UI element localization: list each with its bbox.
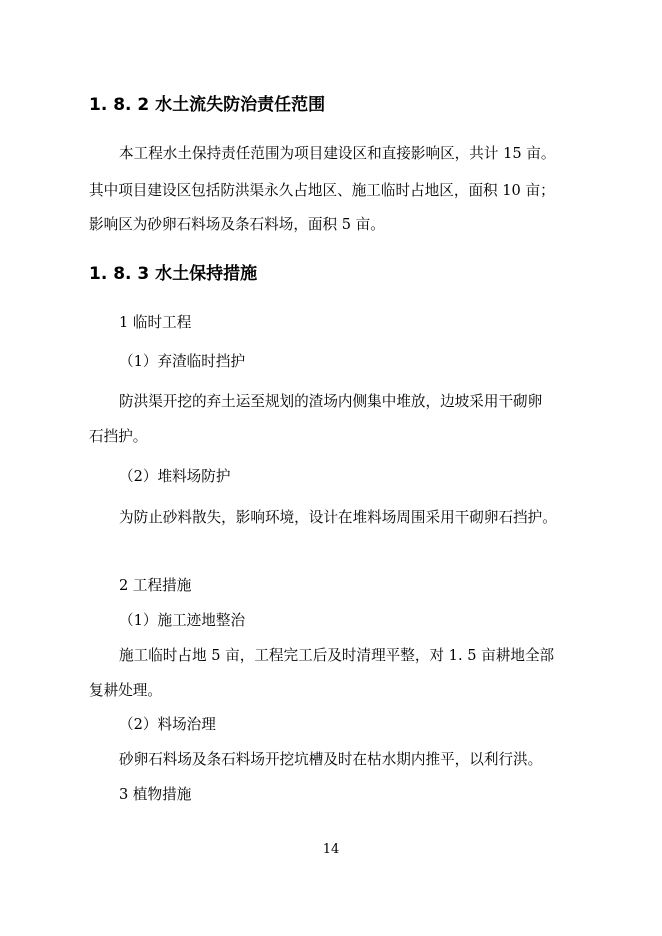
paragraph-line: 石挡护。 [89,428,148,445]
list-item-plant-measures: 3 植物措施 [119,786,192,803]
sub-item-spoil-protection: （1）弃渣临时挡护 [119,353,246,370]
paragraph-line: 施工临时占地 5 亩，工程完工后及时清理平整，对 1. 5 亩耕地全部 [119,647,555,664]
section-heading-1-8-2: 1. 8. 2 水土流失防治责任范围 [89,95,326,115]
paragraph-line: 本工程水土保持责任范围为项目建设区和直接影响区，共计 15 亩。 [119,145,556,162]
list-item-engineering-measures: 2 工程措施 [119,577,192,594]
section-heading-1-8-3: 1. 8. 3 水土保持措施 [89,264,258,284]
page-number: 14 [322,842,340,857]
paragraph-line: 砂卵石料场及条石料场开挖坑槽及时在枯水期内推平，以利行洪。 [119,751,543,768]
paragraph-line: 影响区为砂卵石料场及条石料场，面积 5 亩。 [89,216,385,233]
paragraph-line: 其中项目建设区包括防洪渠永久占地区、施工临时占地区，面积 10 亩； [89,182,555,199]
sub-item-quarry-treatment: （2）料场治理 [119,716,216,733]
paragraph-line: 复耕处理。 [89,682,162,699]
sub-item-site-restoration: （1）施工迹地整治 [119,612,246,629]
paragraph-line: 防洪渠开挖的弃土运至规划的渣场内侧集中堆放，边坡采用干砌卵 [119,393,543,410]
paragraph-line: 为防止砂料散失，影响环境，设计在堆料场周围采用干砌卵石挡护。 [119,509,557,526]
sub-item-stockpile-protection: （2）堆料场防护 [119,468,231,485]
list-item-temporary-works: 1 临时工程 [119,314,192,331]
